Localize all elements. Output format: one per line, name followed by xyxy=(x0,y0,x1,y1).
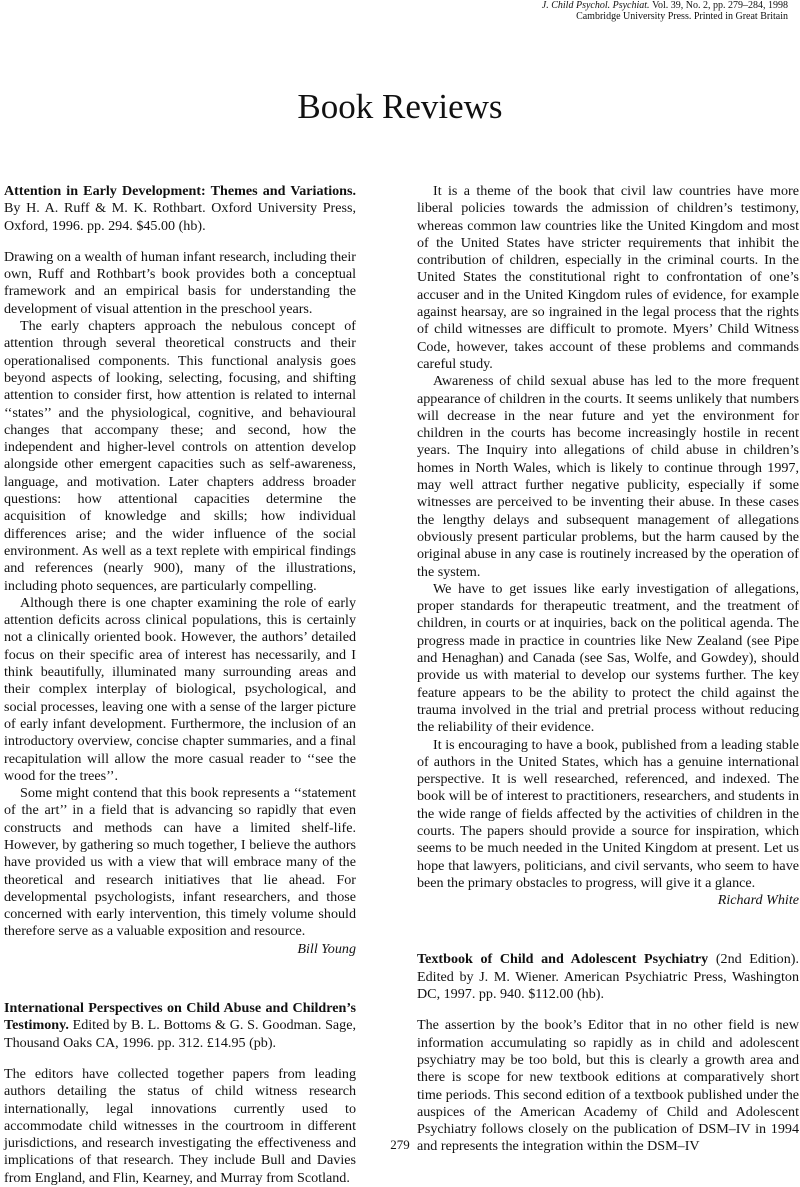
left-column xyxy=(4,183,356,1187)
review-paragraph: Some might contend that this book represents a ‘‘statement of the art’’ in a field that is advancing so rapidly that even constructs and methods can have a limited shelf-life. However, by gathering so much together, I believe the authors have provided us with a view that will embrace many of the theoretical and research initiatives that lie ahead. For developmental psychologists, infant researchers, and those concerned with early intervention, this timely volume should therefore serve as a valuable exposition and resource. xyxy=(4,785,356,940)
book-title: Attention in Early Development: Themes and Variations. xyxy=(4,183,356,199)
reviewer-name: Richard White xyxy=(717,892,799,909)
review-paragraph: Drawing on a wealth of human infant research, including their own, Ruff and Rothbart’s book provides both a conceptual framework and an empirical basis for understanding the development of visual attention in the preschool years. xyxy=(4,248,356,317)
book-details: (2nd Edition). Edited by J. M. Wiener. American Psychiatric Press, Washington DC, 1997. pp. 940. $112.00 (hb). xyxy=(417,951,799,1003)
review-paragraph: The assertion by the book’s Editor that in no other field is new information accumulating so rapidly as in child and adolescent psychiatry may be too bold, but this is clearly a growth area and there is scope for new textbook editions at comparatively short time periods. This second edition of a textbook published under the auspices of the American Academy of Child and Adolescent Psychiatry follows closely on the publication of DSM–IV in 1994 and represents the integration within the DSM–IV xyxy=(417,1017,799,1155)
review-paragraph: We have to get issues like early investigation of allegations, proper standards for therapeutic treatment, and the treatment of children, in courts or at inquiries, back on the political agenda. The progress made in practice in countries like New Zealand (see Pipe and Henaghan) and Canada (see Sas, Wolfe, and Gowdey), should provide us with material to develop our systems further. The key feature appears to be the ability to protect the child against the trauma involved in the trial and pretrial process without reducing the reliability of their evidence. xyxy=(417,580,799,736)
book-title: Textbook of Child and Adolescent Psychiatry xyxy=(417,951,709,968)
right-column xyxy=(417,183,799,1156)
review-paragraph: It is encouraging to have a book, published from a leading stable of authors in the United States, which has a genuine international perspective. It is well researched, referenced, and indexed. The book will be of interest to practitioners, researchers, and students in the wide range of fields affected by the activities of children in the courts. The papers should provide a source for inspiration, which seems to be much needed in the United Kingdom at present. Let us hope that lawyers, politicians, and civil servants, who seem to have been the primary obstacles to progress, will give it a glance. xyxy=(417,736,799,891)
page-number: 279 xyxy=(390,1137,410,1152)
page-title: Book Reviews xyxy=(297,87,503,126)
citation-details: Vol. 39, No. 2, pp. 279–284, 1998 xyxy=(652,0,788,11)
review-heading xyxy=(4,183,356,235)
review-paragraph: Awareness of child sexual abuse has led to the more frequent appearance of children in the courts. It seems unlikely that numbers will decrease in the near future and yet the environment for children in the courts has become increasingly hostile in recent years. The Inquiry into allegations of child abuse in children’s homes in North Wales, which is likely to continue through 1997, may well attract further negative publicity, especially if some witnesses are perceived to be inventing their abuse. In these cases the lengthy delays and subsequent management of allegations obviously present particular problems, but the harm caused by the original abuse in any case is routinely increased by the operation of the system. xyxy=(417,373,799,580)
review-paragraph: Although there is one chapter examining the role of early attention deficits across clinical populations, this is certainly not a clinically oriented book. However, the authors’ detailed focus on their specific area of interest has necessarily, and I think beautifully, illuminated many surrounding areas and their complex interplay of biological, psychological, and social processes, leaving one with a sense of the larger picture of early infant development. Furthermore, the inclusion of an introductory overview, concise chapter summaries, and a final recapitulation will allow the more casual reader to ‘‘see the wood for the trees’’. xyxy=(4,594,356,784)
journal-abbrev: J. Child Psychol. Psychiat. xyxy=(541,0,650,11)
review-heading xyxy=(4,1000,356,1052)
reviewer-name: Bill Young xyxy=(297,940,356,957)
review-paragraph: It is a theme of the book that civil law countries have more liberal policies towards the admission of children’s testimony, whereas common law countries like the United Kingdom and most of the United States have stricter requirements that inhibit the contribution of children, especially in the criminal courts. In the United States the constitutional right to confrontation of one’s accuser and in the United Kingdom rules of evidence, for example against hearsay, are so ingrained in the legal process that the rights of child witnesses are difficult to promote. Myers’ Child Witness Code, however, takes account of these problems and commands careful study. xyxy=(417,183,799,372)
running-header xyxy=(542,0,788,22)
book-details: Edited by B. L. Bottoms & G. S. Goodman. Sage, Thousand Oaks CA, 1996. pp. 312. £14.95 (pb). xyxy=(4,1017,356,1051)
book-title: International Perspectives on Child Abuse and Children’s Testimony. xyxy=(4,1000,356,1034)
review-paragraph: The early chapters approach the nebulous concept of attention through several theoretical constructs and their operationalised components. This functional analysis goes beyond aspects of looking, selecting, focusing, and shifting attention to consider first, how attention is related to internal ‘‘states’’ and the physiological, cognitive, and behavioural changes that accompany these; and second, how the independent and higher-level controls on attention develop alongside other emergent capacities such as self-awareness, language, and motivation. Later chapters address broader questions: how attentional capacities determine the acquisition of knowledge and skills; how individual differences arise; and the wider influence of the social environment. As well as a text replete with empirical findings and references (nearly 900), many of the illustrations, including photo sequences, are particularly compelling. xyxy=(4,318,356,594)
journal-citation xyxy=(542,0,788,11)
review-heading xyxy=(417,951,799,1003)
review-paragraph: The editors have collected together papers from leading authors detailing the status of child witness research internationally, legal innovations currently used to accommodate child witnesses in the courtroom in different jurisdictions, and research investigating the effectiveness and implications of that research. They include Bull and Davies from England, and Flin, Kearney, and Murray from Scotland. xyxy=(4,1065,356,1186)
book-details: By H. A. Ruff & M. K. Rothbart. Oxford University Press, Oxford, 1996. pp. 294. $45.00 (hb). xyxy=(4,200,356,234)
publisher-line: Cambridge University Press. Printed in Great Britain xyxy=(576,11,788,22)
